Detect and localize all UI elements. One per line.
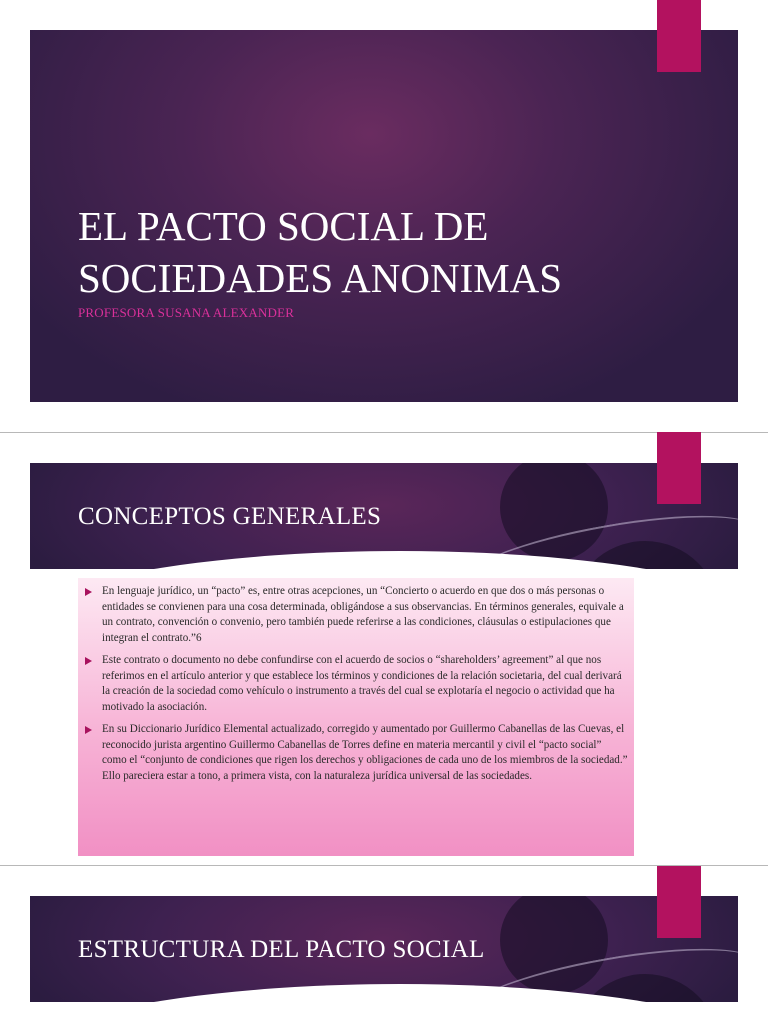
bullet-text: Este contrato o documento no debe confundirse con el acuerdo de socios o “shareholders’ agreement” al que nos referimos en el artículo anterior y que establece los términos y condiciones de la relación societaria, del cual derivará la creación de la sociedad como vehículo o instrumento a través del cual se explotaría el negocio o actividad que ha motivado la asociación. [102, 654, 622, 713]
conceptos-slide [30, 463, 738, 863]
presenter-subtitle: PROFESORA SUSANA ALEXANDER [78, 305, 295, 320]
content-box [78, 578, 634, 856]
presentation-title [78, 200, 698, 304]
title-line-1: EL PACTO SOCIAL DE [78, 203, 489, 249]
slide-header-band [30, 463, 738, 569]
accent-tab-1 [657, 0, 701, 72]
slide-heading: ESTRUCTURA DEL PACTO SOCIAL [78, 936, 485, 963]
slide-heading: CONCEPTOS GENERALES [78, 503, 382, 530]
bullet-text: En lenguaje jurídico, un “pacto” es, entre otras acepciones, un “Concierto o acuerdo en que dos o más personas o entidades se convienen para una cosa determinada, obligándose a sus observancias. En términos generales, equivale a un contrato, convención o convenio, pero también puede referirse a las condiciones, cláusulas o estipulaciones que integran el contrato.”6 [102, 585, 624, 644]
slide-header-band [30, 896, 738, 1002]
slide-divider-2 [0, 865, 768, 866]
list-item [78, 722, 634, 784]
accent-tab-3 [657, 866, 701, 938]
right-triangle-bullet-icon [85, 726, 92, 734]
slide-divider-1 [0, 432, 768, 433]
right-triangle-bullet-icon [85, 657, 92, 665]
list-item [78, 584, 634, 646]
bullet-text: En su Diccionario Jurídico Elemental actualizado, corregido y aumentado por Guillermo Cabanellas de las Cuevas, el reconocido jurista argentino Guillermo Cabanellas de Torres define en materia mercantil y civil el “pacto social” como el “conjunto de condiciones que rigen los derechos y obligaciones de cada uno de los miembros de la sociedad.” Ello pareciera estar a tono, a primera vista, con la naturaleza jurídica universal de las sociedades. [102, 723, 628, 782]
title-line-2: SOCIEDADES ANONIMAS [78, 255, 563, 301]
right-triangle-bullet-icon [85, 588, 92, 596]
accent-tab-2 [657, 432, 701, 504]
list-item [78, 653, 634, 715]
title-slide [30, 30, 738, 402]
estructura-slide [30, 896, 738, 1024]
